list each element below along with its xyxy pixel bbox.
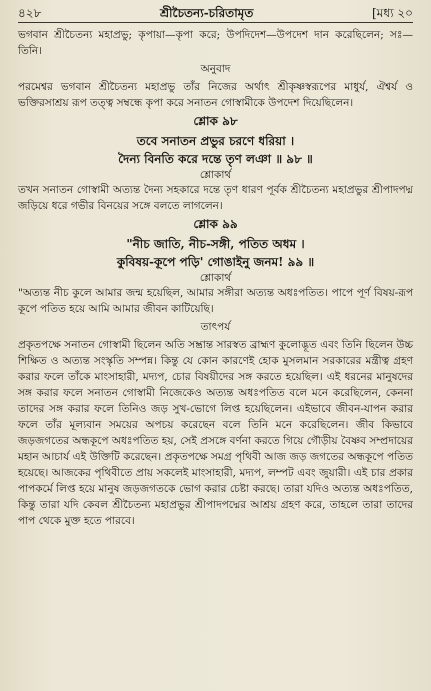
synonyms-text: ভগবান শ্রীচৈতন্য মহাপ্রভু; কৃপায়া—কৃপা করে; উপদিদেশ—উপদেশ দান করেছিলেন; সঃ—তিনি।: [18, 29, 413, 57]
verse-98-heading: শ্লোক ৯৮: [193, 114, 238, 128]
purport-text: প্রকৃতপক্ষে সনাতন গোস্বামী ছিলেন অতি সম্ভ্রান্ত সারস্বত ব্রাহ্মণ কুলোদ্ভূত এবং তিনি ছিলেন উচ্চ শিক্ষিত ও অত্যন্ত সংস্কৃতি সম্পন্ন। কিন্তু যে কোন কারণেই হোক মুসলমান সরকারের মন্ত্রীত্ব গ্রহণ করার ফলে তাঁকে মাংসাহারী, মদ্যপ, চোর বিষয়ীদের সঙ্গ করতে হয়েছিল। এই ধরনের মানুষদের সঙ্গ করার ফলে সনাতন গোস্বামী নিজেকেও অত্যন্ত অধঃপতিত বলে মনে করেছিলেন, কেননা তাদের সঙ্গ করার ফলে তিনিও জড় সুখ-ভোগে লিপ্ত হয়েছিলেন। এইভাবে জীবন-যাপন করার ফলে তাঁর মূল্যবান সময়ের অপচয় করেছেন বলে তিনি মনে করেছিলেন। জীব কিভাবে জড়জগতের অন্ধকূপে অধঃপতিত হয়, সেই প্রসঙ্গে বর্ণনা করতে গিয়ে গৌড়ীয় বৈষ্ণব সম্প্রদায়ের মহান আচার্য এই উক্তিটি করেছেন। প্রকৃতপক্ষে সমগ্র পৃথিবী আজ জড় জগতের অন্ধকূপে পতিত হয়েছে। আজকের পৃথিবীতে প্রায় সকলেই মাংসাহারী, মদ্যপ, লম্পট এবং জুয়ারী। এই চার প্রকার পাপকর্মে লিপ্ত হয়ে মানুষ জড়জগতকে ভোগ করার চেষ্টা করছে। তারা যদিও অত্যন্ত অধঃপতিত, কিন্তু তারা যদি কেবল শ্রীচৈতন্য মহাপ্রভুর শ্রীপাদপদ্মের আশ্রয় গ্রহণ করে, তাহলে তারা তাদের পাপ থেকে মুক্ত হতে পারবে।: [18, 339, 413, 527]
verse-98-line-1: তবে সনাতন প্রভুর চরণে ধরিয়া ।: [136, 134, 295, 148]
book-title: শ্রীচৈতন্য-চরিতামৃত: [160, 6, 254, 20]
chapter-label: [মধ্য ২০: [372, 6, 413, 20]
translation-97: পরমেশ্বর ভগবান শ্রীচৈতন্য মহাপ্রভু তাঁর নিজের অর্থাৎ শ্রীকৃষ্ণস্বরূপের মাধুর্য, ঐশ্বর্য ও ভক্তিরসাশ্রয় রূপ তত্ত্ব সম্বন্ধে কৃপা করে সনাতন গোস্বামীকে উপদেশ দিয়েছিলেন।: [18, 81, 413, 109]
verse-98-line-2: দৈন্য বিনতি করে দন্তে তৃণ লঞা ॥ ৯৮ ॥: [118, 152, 313, 166]
page-number: ৪২৮: [18, 6, 42, 20]
verse-99-meaning: "অত্যন্ত নীচ কুলে আমার জন্ম হয়েছিল, আমার সঙ্গীরা অত্যন্ত অধঃপতিত। পাপে পূর্ণ বিষয়-রূপ কূপে পতিত হয়ে আমি আমার জীবন কাটিয়েছি।: [18, 287, 413, 315]
verse-98-meaning-heading: শ্লোকার্থ: [199, 169, 232, 181]
verse-99-line-2: কুবিষয়-কূপে পড়ি' গোঙাইনু জনম! ৯৯ ॥: [116, 255, 315, 269]
purport-heading: তাৎপর্য: [200, 321, 231, 333]
translation-heading: অনুবাদ: [200, 63, 231, 75]
page-header: [18, 6, 413, 23]
verse-99-line-1: "নীচ জাতি, নীচ-সঙ্গী, পতিত অধম ।: [126, 237, 305, 251]
verse-99-heading: শ্লোক ৯৯: [193, 217, 238, 231]
verse-98-meaning: তখন সনাতন গোস্বামী অত্যন্ত দৈন্য সহকারে দন্তে তৃণ ধারণ পূর্বক শ্রীচৈতন্য মহাপ্রভুর শ্রীপাদপদ্ম জড়িয়ে ধরে গভীর বিনয়ের সঙ্গে বলতে লাগলেন।: [18, 184, 413, 212]
verse-99-meaning-heading: শ্লোকার্থ: [199, 272, 232, 284]
